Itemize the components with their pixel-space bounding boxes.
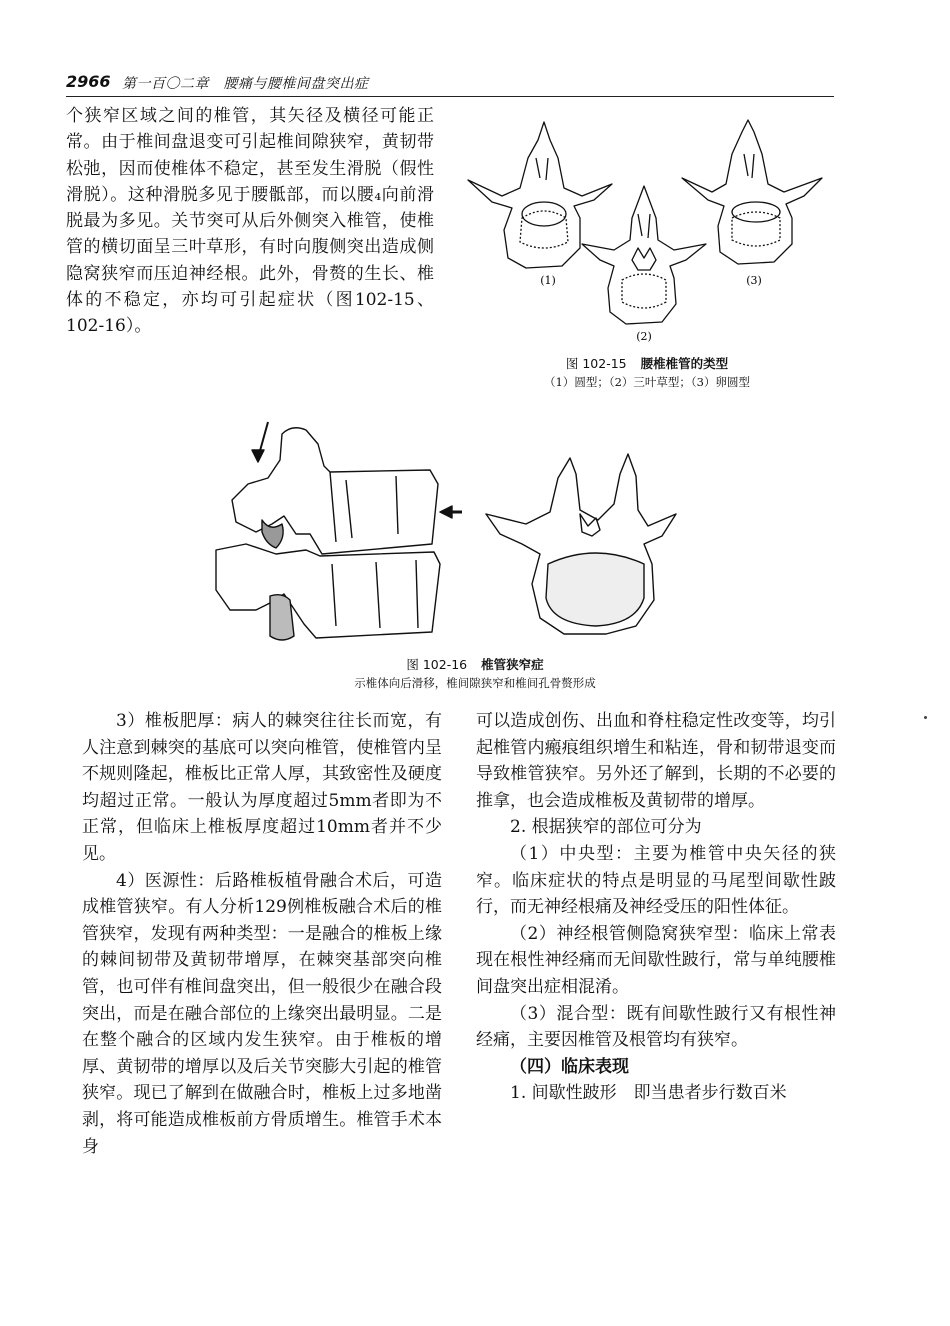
section-heading-clinical: （四）临床表现 <box>510 1056 629 1077</box>
paragraph-lateral-recess-type: （2）神经根管侧隐窝狭窄型：临床上常表现在根性神经痛而无间歇性跛行，常与单纯腰椎间盘突出症相混淆。 <box>476 923 836 997</box>
caption-subtitle: 示椎体向后滑移，椎间隙狭窄和椎间孔骨赘形成 <box>354 676 596 690</box>
intro-paragraph: 个狭窄区域之间的椎管，其矢径及横径可能正常。由于椎间盘退变可引起椎间隙狭窄，黄韧带松弛，因而使椎体不稳定，甚至发生滑脱（假性滑脱）。这种滑脱多见于腰骶部，而以腰₄向前滑脱最为多见。关节突可从后外侧突入椎管，使椎管的横切面呈三叶草形，有时向腹侧突出造成侧隐窝狭窄而压迫神经根。此外，骨赘的生长、椎体的不稳定，亦均可引起症状（图102-15、102-16）。 <box>66 106 434 337</box>
paragraph-continuation: 可以造成创伤、出血和脊柱稳定性改变等，均引起椎管内瘢痕组织增生和粘连，骨和韧带退变而导致椎管狭窄。另外还了解到，长期的不必要的推拿，也会造成椎板及黄韧带的增厚。 <box>476 711 836 811</box>
running-header <box>66 66 834 97</box>
paragraph-lamina-thickening: 3）椎板肥厚：病人的棘突往往长而宽，有人注意到棘突的基底可以突向椎管，使椎管内呈不规则隆起，椎板比正常人厚，其致密性及硬度均超过正常。一般认为厚度超过5mm者即为不正常，但临床上椎板厚度超过10mm者并不少见。 <box>82 711 442 864</box>
figure-label-3: (3) <box>746 274 762 287</box>
paragraph-mixed-type: （3）混合型：既有间歇性跛行又有根性神经痛，主要因椎管及根管均有狭窄。 <box>476 1003 836 1051</box>
vertebra-trefoil-drawing <box>582 186 706 324</box>
axial-vertebra-drawing <box>486 454 676 634</box>
left-column <box>82 708 442 1160</box>
figure-label-1: (1) <box>540 274 556 287</box>
paragraph-classification: 2. 根据狭窄的部位可分为 <box>510 817 702 838</box>
figure-102-15-caption <box>462 354 832 390</box>
vertebra-oval-drawing <box>682 120 822 264</box>
chapter-title: 第一百〇二章 腰痛与腰椎间盘突出症 <box>122 76 369 92</box>
caption-heading: 腰椎椎管的类型 <box>640 356 729 371</box>
caption-title <box>200 655 750 673</box>
caption-subtitle: （1）圆型；（2）三叶草型；（3）卵圆型 <box>544 375 750 389</box>
figure-label-2: (2) <box>636 330 652 343</box>
page-number: 2966 <box>66 72 111 91</box>
caption-heading: 椎管狭窄症 <box>481 657 544 672</box>
caption-number: 图 102-16 <box>406 657 468 672</box>
caption-title <box>462 354 832 372</box>
paragraph-central-type: （1）中央型：主要为椎管中央矢径的狭窄。临床症状的特点是明显的马尾型间歇性跛行，而无神经根痛及神经受压的阳性体征。 <box>476 843 836 918</box>
top-left-text <box>66 103 434 340</box>
paragraph-iatrogenic: 4）医源性：后路椎板植骨融合术后，可造成椎管狭窄。有人分析129例椎板融合术后的椎管狭窄，发现有两种类型：一是融合的椎板上缘的棘间韧带及黄韧带增厚，在棘突基部突向椎管，也可伴有椎间盘突出，但一般很少在融合段突出，而是在融合部位的上缘突出最明显。二是在整个融合的区域内发生狭窄。由于椎板的增厚、黄韧带的增厚以及后关节突膨大引起的椎管狭窄。现已了解到在做融合时，椎板上过多地凿剥，将可能造成椎板前方骨质增生。椎管手术本身 <box>82 870 442 1157</box>
figure-102-16-caption <box>200 655 750 691</box>
figure-102-16-illustration <box>196 414 686 654</box>
right-column <box>476 708 836 1107</box>
caption-number: 图 102-15 <box>565 356 627 371</box>
lateral-spine-drawing <box>216 422 462 640</box>
scan-speck <box>924 716 927 719</box>
figure-102-15-illustration <box>462 118 832 358</box>
paragraph-claudication: 1. 间歇性跛形 即当患者步行数百米 <box>510 1083 787 1104</box>
